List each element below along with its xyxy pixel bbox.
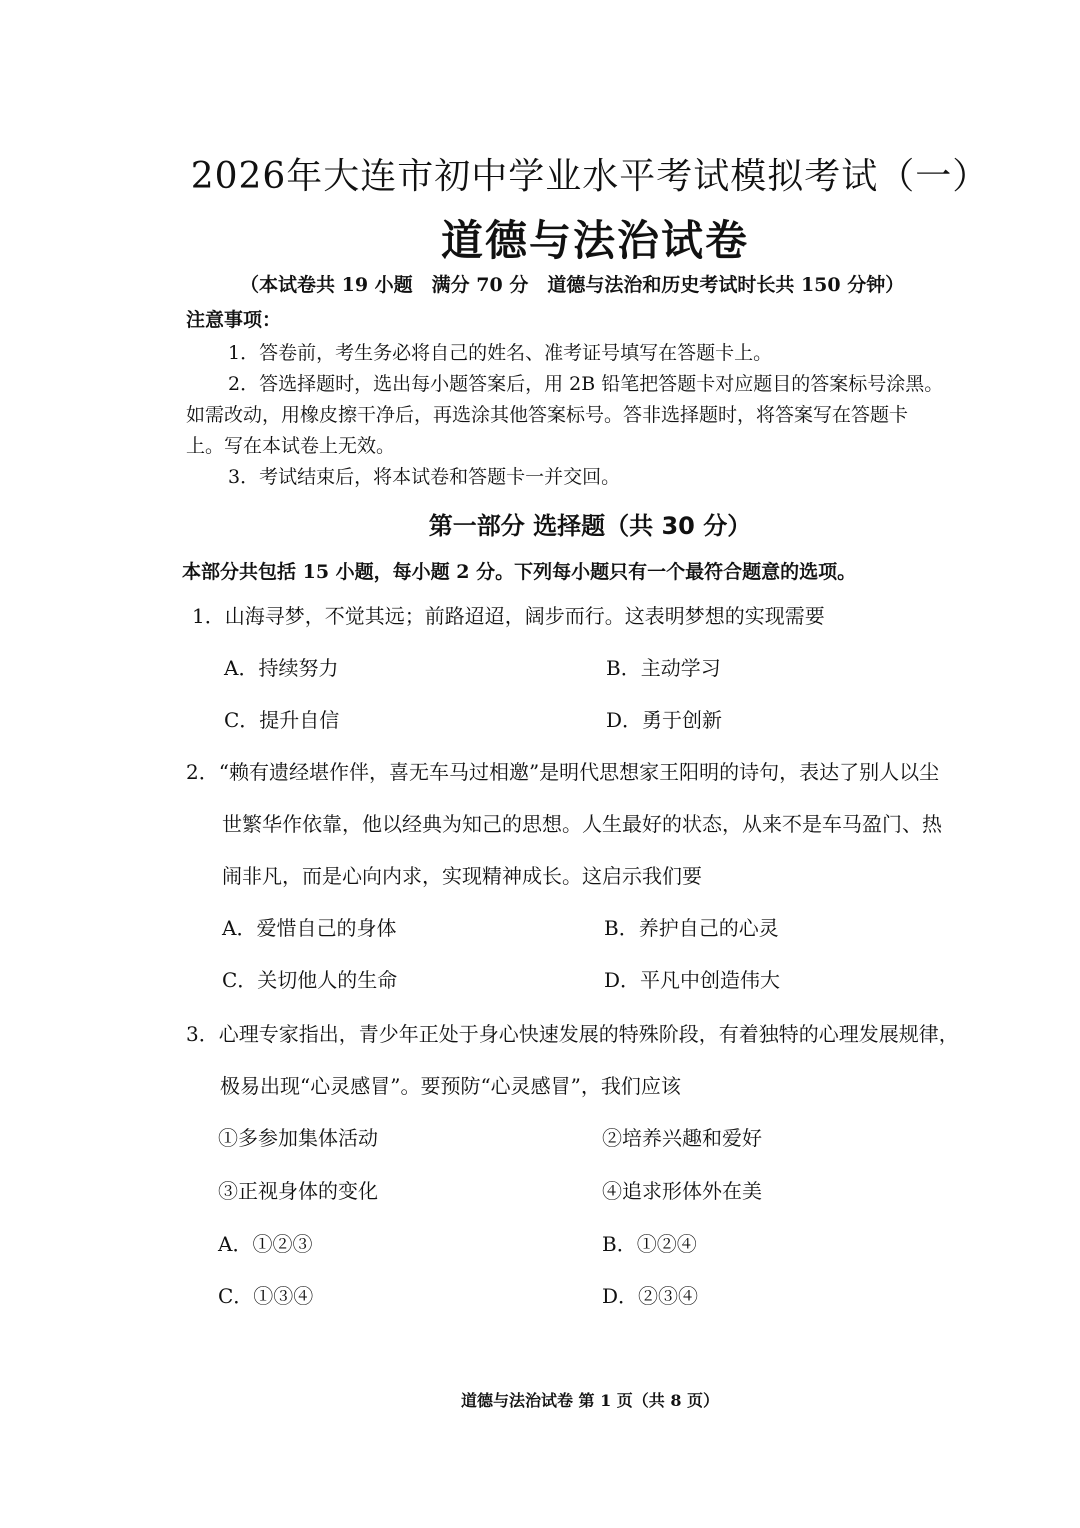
- question-3-stem: 3．心理专家指出，青少年正处于身心快速发展的特殊阶段，有着独特的心理发展规律，: [186, 1022, 959, 1046]
- question-3-item: ③正视身体的变化: [218, 1179, 378, 1203]
- question-1-option-c: C．提升自信: [224, 708, 340, 732]
- notice-line: 上。写在本试卷上无效。: [186, 435, 396, 457]
- subject-title: 道德与法治试卷: [440, 216, 749, 265]
- question-3-stem: 极易出现“心灵感冒”。要预防“心灵感冒”，我们应该: [220, 1074, 681, 1098]
- exam-title: 2026年大连市初中学业水平考试模拟考试（一）: [190, 156, 990, 197]
- question-2-option-b: B．养护自己的心灵: [604, 916, 779, 940]
- question-3-option-b: B．①②④: [602, 1232, 697, 1256]
- notice-line: 3．考试结束后，将本试卷和答题卡一并交回。: [228, 466, 621, 488]
- question-3-item: ④追求形体外在美: [602, 1179, 762, 1203]
- question-2-stem: 2．“赖有遗经堪作伴，喜无车马过相邀”是明代思想家王阳明的诗句，表达了别人以尘: [186, 760, 940, 784]
- question-3-option-d: D．②③④: [602, 1284, 699, 1308]
- question-2-stem: 世繁华作依靠，他以经典为知己的思想。人生最好的状态，从来不是车马盈门、热: [222, 812, 942, 836]
- question-2-option-c: C．关切他人的生命: [222, 968, 398, 992]
- exam-info: （本试卷共 19 小题 满分 70 分 道德与法治和历史考试时长共 150 分钟）: [240, 274, 905, 296]
- question-1-option-b: B．主动学习: [606, 656, 721, 680]
- notice-line: 2．答选择题时，选出每小题答案后，用 2B 铅笔把答题卡对应题目的答案标号涂黑。: [228, 373, 944, 395]
- notice-line: 1．答卷前，考生务必将自己的姓名、准考证号填写在答题卡上。: [228, 342, 773, 364]
- question-1-stem: 1．山海寻梦，不觉其远；前路迢迢，阔步而行。这表明梦想的实现需要: [192, 604, 825, 628]
- question-3-item: ②培养兴趣和爱好: [602, 1126, 762, 1150]
- notice-heading: 注意事项：: [186, 309, 282, 331]
- question-2-option-a: A．爱惜自己的身体: [222, 916, 397, 940]
- notice-line: 如需改动，用橡皮擦干净后，再选涂其他答案标号。答非选择题时，将答案写在答题卡: [186, 404, 909, 426]
- question-3-option-c: C．①③④: [218, 1284, 314, 1308]
- section-intro: 本部分共包括 15 小题，每小题 2 分。下列每小题只有一个最符合题意的选项。: [182, 561, 857, 583]
- question-1-option-d: D．勇于创新: [606, 708, 723, 732]
- page-footer: 道德与法治试卷 第 1 页（共 8 页）: [460, 1391, 720, 1410]
- question-2-option-d: D．平凡中创造伟大: [604, 968, 781, 992]
- question-3-option-a: A．①②③: [218, 1232, 313, 1256]
- question-2-stem: 闹非凡，而是心向内求，实现精神成长。这启示我们要: [222, 864, 702, 888]
- section-heading: 第一部分 选择题（共 30 分）: [428, 512, 752, 540]
- question-1-option-a: A．持续努力: [224, 656, 339, 680]
- question-3-item: ①多参加集体活动: [218, 1126, 378, 1150]
